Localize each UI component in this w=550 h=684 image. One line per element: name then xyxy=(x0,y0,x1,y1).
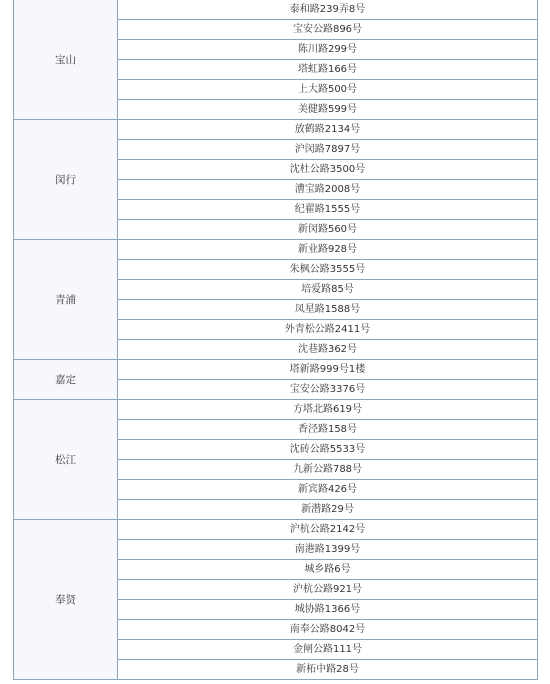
address-cell: 沈砖公路5533号 xyxy=(118,440,538,460)
address-cell: 纪翟路1555号 xyxy=(118,200,538,220)
address-cell: 陈川路299号 xyxy=(118,40,538,60)
address-cell: 沈巷路362号 xyxy=(118,340,538,360)
address-cell: 沪杭公路2142号 xyxy=(118,520,538,540)
address-cell: 放鹤路2134号 xyxy=(118,120,538,140)
address-cell: 漕宝路2008号 xyxy=(118,180,538,200)
address-cell: 金闸公路111号 xyxy=(118,640,538,660)
address-cell: 宝安公路896号 xyxy=(118,20,538,40)
table-row xyxy=(14,240,538,260)
address-cell: 新宾路426号 xyxy=(118,480,538,500)
district-cell: 松江 xyxy=(14,400,118,520)
address-cell: 美健路599号 xyxy=(118,100,538,120)
address-cell: 新潜路29号 xyxy=(118,500,538,520)
district-cell: 闵行 xyxy=(14,120,118,240)
address-cell: 泰和路239弄8号 xyxy=(118,0,538,20)
address-cell: 城协路1366号 xyxy=(118,600,538,620)
district-cell: 青浦 xyxy=(14,240,118,360)
address-cell: 新闵路560号 xyxy=(118,220,538,240)
address-cell: 沪杭公路921号 xyxy=(118,580,538,600)
address-cell: 新柘中路28号 xyxy=(118,660,538,680)
table-row xyxy=(14,360,538,380)
district-cell: 嘉定 xyxy=(14,360,118,400)
table-row xyxy=(14,400,538,420)
address-cell: 塔虹路166号 xyxy=(118,60,538,80)
address-cell: 培爱路85号 xyxy=(118,280,538,300)
address-table-body xyxy=(14,0,538,680)
address-cell: 方塔北路619号 xyxy=(118,400,538,420)
address-cell: 外青松公路2411号 xyxy=(118,320,538,340)
address-cell: 沈杜公路3500号 xyxy=(118,160,538,180)
address-cell: 沪闵路7897号 xyxy=(118,140,538,160)
district-cell: 奉贤 xyxy=(14,520,118,680)
address-cell: 九新公路788号 xyxy=(118,460,538,480)
table-row xyxy=(14,0,538,20)
table-row xyxy=(14,520,538,540)
address-cell: 南港路1399号 xyxy=(118,540,538,560)
address-cell: 塔新路999号1楼 xyxy=(118,360,538,380)
district-cell: 宝山 xyxy=(14,0,118,120)
address-cell: 凤星路1588号 xyxy=(118,300,538,320)
address-cell: 宝安公路3376号 xyxy=(118,380,538,400)
address-cell: 南奉公路8042号 xyxy=(118,620,538,640)
address-cell: 朱枫公路3555号 xyxy=(118,260,538,280)
table-row xyxy=(14,120,538,140)
address-cell: 城乡路6号 xyxy=(118,560,538,580)
address-cell: 香泾路158号 xyxy=(118,420,538,440)
address-cell: 上大路500号 xyxy=(118,80,538,100)
address-table xyxy=(13,0,538,680)
address-cell: 新业路928号 xyxy=(118,240,538,260)
